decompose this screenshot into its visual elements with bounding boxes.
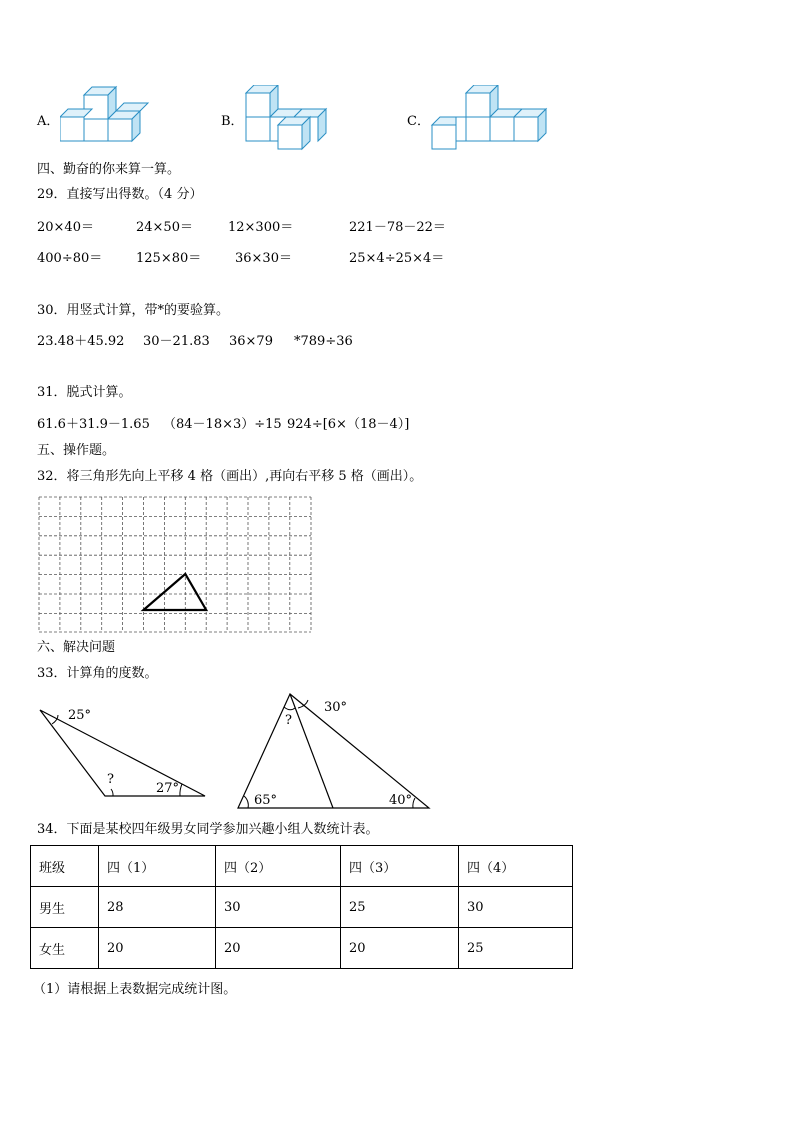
stat-table	[30, 845, 573, 969]
option-b-label: B．	[221, 114, 244, 129]
table-cell: 四（4）	[459, 846, 573, 887]
q30-item: 36×79	[229, 334, 273, 349]
table-row	[31, 928, 573, 969]
table-cell: 女生	[31, 928, 99, 969]
q30-item: 23.48＋45.92	[37, 334, 125, 349]
table-row	[31, 887, 573, 928]
cube-figure-c	[430, 85, 550, 153]
table-cell: 30	[459, 887, 573, 928]
table-cell: 20	[99, 928, 216, 969]
q29-item: 25×4÷25×4＝	[349, 251, 445, 266]
q29-item: 24×50＝	[136, 220, 193, 235]
q31-title: 31．脱式计算。	[37, 385, 132, 400]
table-cell: 25	[459, 928, 573, 969]
table-row	[31, 846, 573, 887]
cube-figure-a	[60, 85, 150, 153]
fig1-angle-top: 25°	[68, 708, 92, 723]
section-5-title: 五、操作题。	[37, 443, 116, 458]
table-cell: 28	[99, 887, 216, 928]
q31-item: （84－18×3）÷15	[163, 417, 282, 432]
table-cell: 男生	[31, 887, 99, 928]
fig1-angle-right: 27°	[156, 781, 180, 796]
table-cell: 25	[341, 887, 459, 928]
q30-item: *789÷36	[294, 334, 353, 349]
table-cell: 20	[341, 928, 459, 969]
q30-title: 30．用竖式计算，带*的要验算。	[37, 303, 230, 318]
angle-figure-2	[232, 690, 437, 812]
q32-title: 32．将三角形先向上平移 4 格（画出）,再向右平移 5 格（画出）。	[37, 469, 423, 484]
q29-item: 400÷80＝	[37, 251, 103, 266]
fig2-unknown: ?	[285, 713, 292, 728]
q29-item: 20×40＝	[37, 220, 94, 235]
q29-item: 36×30＝	[235, 251, 292, 266]
q29-title: 29．直接写出得数。（4 分）	[37, 187, 203, 202]
section-4-title: 四、勤奋的你来算一算。	[37, 162, 181, 177]
fig2-angle-left: 65°	[254, 793, 278, 808]
fig2-angle-right: 40°	[389, 793, 413, 808]
table-cell: 班级	[31, 846, 99, 887]
cube-figure-b	[244, 85, 334, 153]
q29-item: 12×300＝	[228, 220, 294, 235]
table-cell: 四（1）	[99, 846, 216, 887]
table-cell: 四（2）	[216, 846, 341, 887]
q32-grid	[38, 496, 314, 634]
table-cell: 20	[216, 928, 341, 969]
q29-item: 221－78－22＝	[349, 220, 446, 235]
option-c-label: C．	[407, 114, 430, 129]
fig1-unknown: ?	[107, 772, 114, 787]
triangle-shape	[144, 574, 207, 610]
q29-item: 125×80＝	[136, 251, 202, 266]
option-a-label: A．	[37, 114, 60, 129]
q31-item: 924÷[6×（18－4）]	[287, 417, 410, 432]
table-cell: 30	[216, 887, 341, 928]
q34-title: 34．下面是某校四年级男女同学参加兴趣小组人数统计表。	[37, 822, 379, 837]
q31-item: 61.6＋31.9－1.65	[37, 417, 150, 432]
section-6-title: 六、解决问题	[37, 640, 116, 655]
q33-title: 33．计算角的度数。	[37, 666, 158, 681]
table-cell: 四（3）	[341, 846, 459, 887]
q30-item: 30－21.83	[143, 334, 210, 349]
q34-sub1: （1）请根据上表数据完成统计图。	[33, 982, 237, 997]
fig2-angle-top: 30°	[324, 700, 348, 715]
angle-figure-1	[30, 700, 215, 800]
